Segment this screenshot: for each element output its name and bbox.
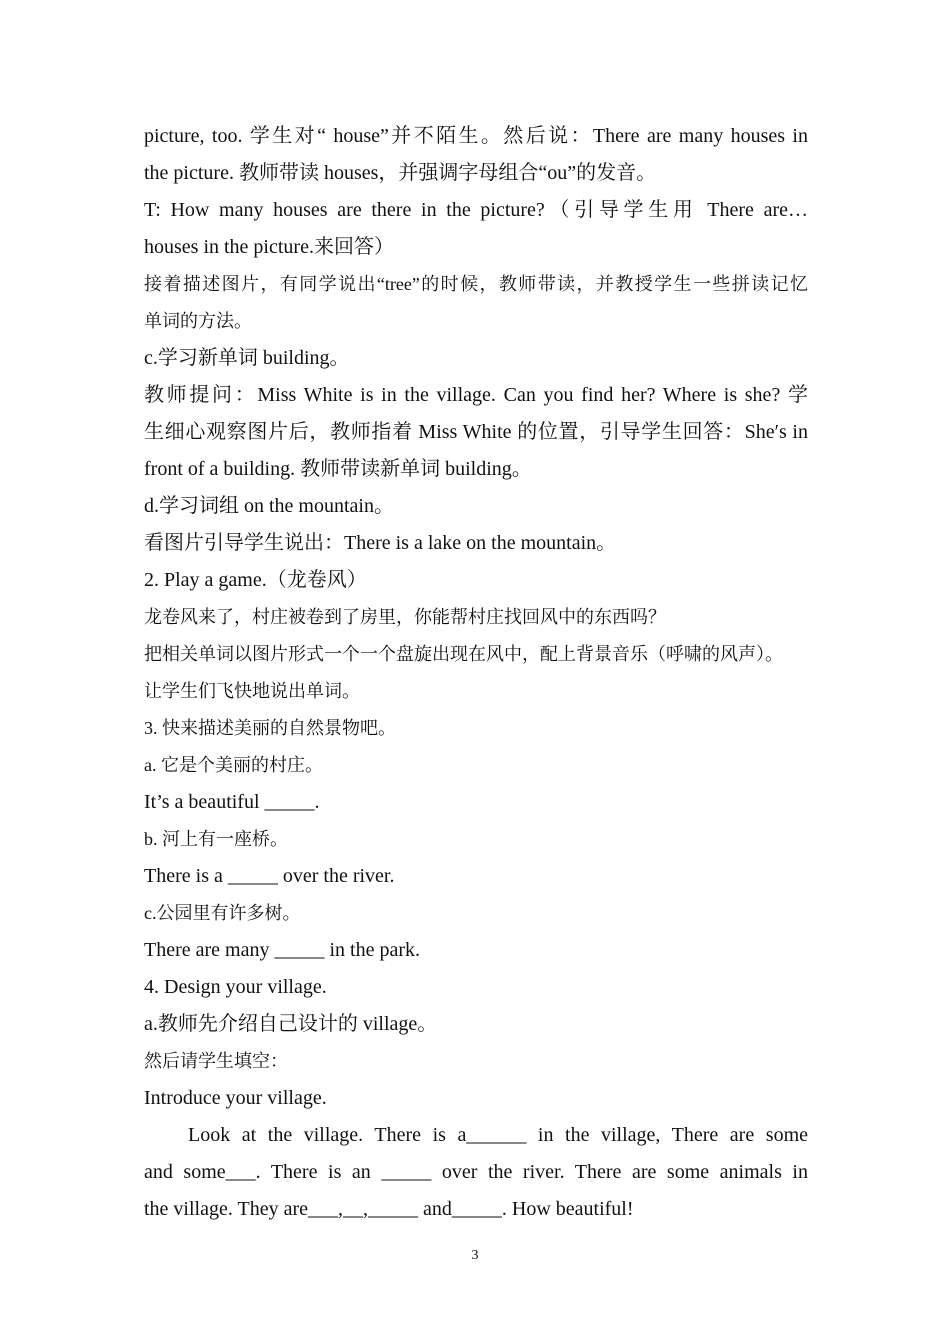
text-line: It’s a beautiful _____.: [144, 791, 320, 813]
text-line: c.学习新单词 building。: [144, 347, 350, 369]
text-line: picture, too. 学生对“ house”并不陌生。然后说：There are many houses in: [144, 125, 808, 147]
text-line: a. 它是个美丽的村庄。: [144, 755, 323, 775]
text-line: c.公园里有许多树。: [144, 903, 301, 923]
text-line: the village. They are___,__,_____ and_____. How beautiful!: [144, 1198, 634, 1220]
text-line: and some___. There is an _____ over the river. There are some animals in: [144, 1161, 808, 1183]
text-line: Look at the village. There is a______ in the village, There are some: [188, 1124, 808, 1146]
text-line: Introduce your village.: [144, 1087, 327, 1109]
text-line: 教师提问：Miss White is in the village. Can you find her? Where is she? 学: [144, 384, 808, 406]
text-line: 单词的方法。: [144, 311, 252, 331]
text-line: houses in the picture.来回答）: [144, 236, 394, 258]
text-line: 4. Design your village.: [144, 976, 327, 998]
text-line: 把相关单词以图片形式一个一个盘旋出现在风中，配上背景音乐（呼啸的风声）。: [144, 644, 783, 664]
text-line: d.学习词组 on the mountain。: [144, 495, 394, 517]
text-line: There is a _____ over the river.: [144, 865, 395, 887]
text-line: a.教师先介绍自己设计的 village。: [144, 1013, 438, 1035]
text-line: 2. Play a game.（龙卷风）: [144, 569, 367, 591]
page-number: 3: [471, 1248, 479, 1263]
text-line: 龙卷风来了，村庄被卷到了房里，你能帮村庄找回风中的东西吗？: [144, 607, 666, 627]
text-line: 看图片引导学生说出：There is a lake on the mountain。: [144, 532, 617, 554]
text-line: There are many _____ in the park.: [144, 939, 421, 961]
text-line: 生细心观察图片后，教师指着 Miss White 的位置，引导学生回答：She′s in: [144, 421, 808, 443]
text-line: 然后请学生填空：: [144, 1051, 288, 1071]
document-body: [144, 118, 808, 1228]
text-line: b. 河上有一座桥。: [144, 829, 288, 849]
text-line: front of a building. 教师带读新单词 building。: [144, 458, 532, 480]
text-line: 让学生们飞快地说出单词。: [144, 681, 360, 701]
text-line: the picture. 教师带读 houses，并强调字母组合“ou”的发音。: [144, 162, 657, 184]
text-line: 3. 快来描述美丽的自然景物吧。: [144, 718, 396, 738]
text-line: T: How many houses are there in the picture?（引导学生用 There are…: [144, 199, 808, 221]
text-line: 接着描述图片，有同学说出“tree”的时候，教师带读，并教授学生一些拼读记忆: [144, 274, 808, 294]
